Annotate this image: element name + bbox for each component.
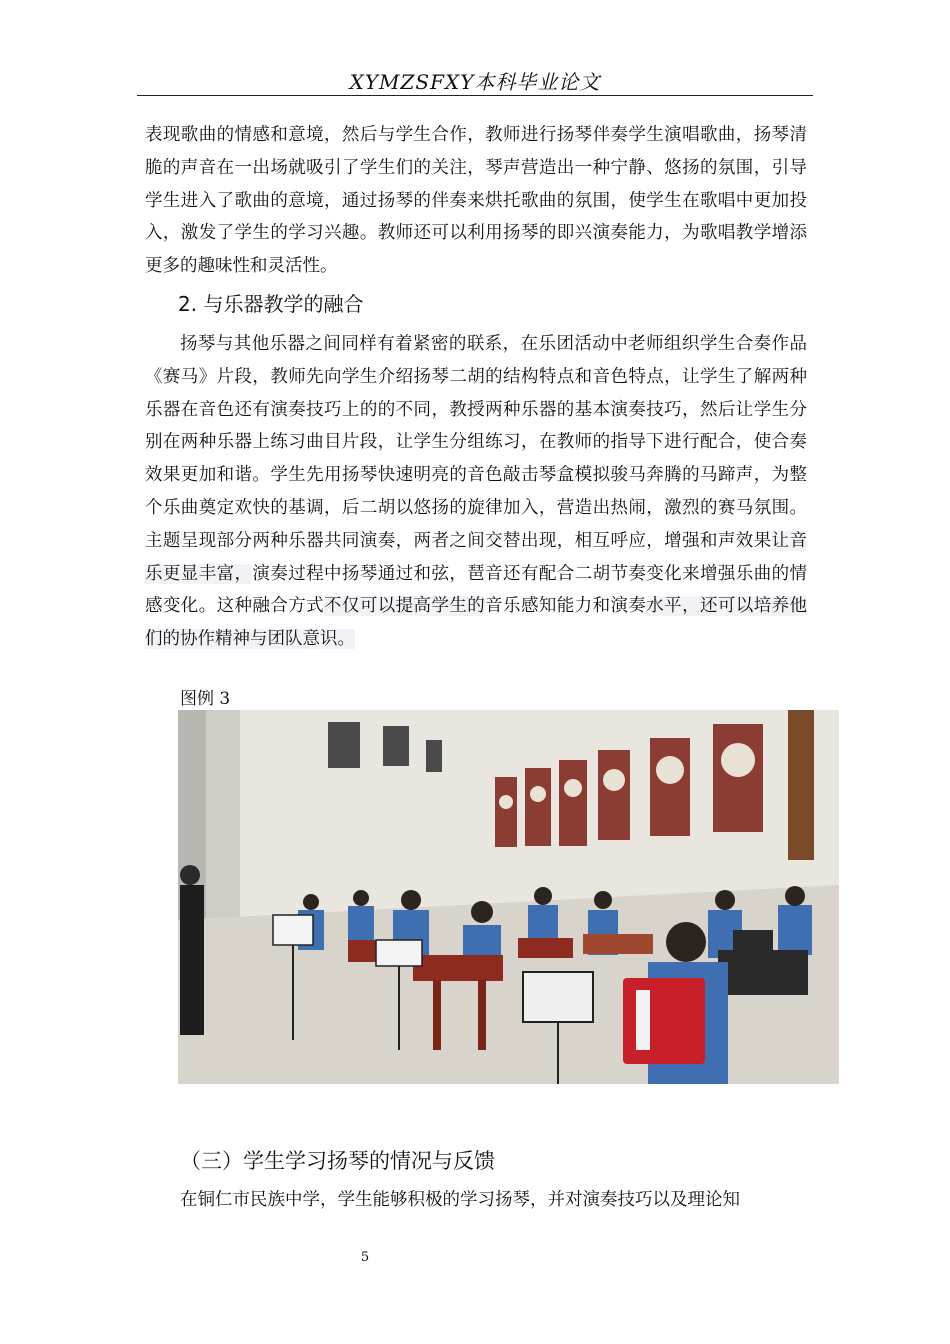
composer-portrait <box>603 769 625 791</box>
composer-banner <box>650 738 690 836</box>
dulcimer <box>583 934 653 954</box>
composer-banner <box>525 768 551 846</box>
composer-portrait <box>499 795 513 809</box>
student-head <box>594 891 612 909</box>
composer-portrait <box>530 786 546 802</box>
accordion-keys <box>636 990 650 1050</box>
composer-portrait <box>721 743 755 777</box>
photo-window <box>426 740 442 772</box>
accordion <box>623 978 705 1064</box>
figure-caption: 图例 3 <box>180 689 231 709</box>
composer-banner <box>598 750 630 840</box>
student-head <box>471 901 493 923</box>
paragraph-2 <box>145 328 807 656</box>
music-stand <box>376 940 422 966</box>
page-number: 5 <box>360 1250 370 1265</box>
dulcimer-stand <box>433 980 441 1050</box>
photo-wooden-column <box>788 710 814 860</box>
student-head <box>303 894 319 910</box>
student-head <box>534 887 552 905</box>
photo-window <box>383 726 409 766</box>
dulcimer <box>518 938 573 958</box>
student-head <box>401 890 421 910</box>
composer-portrait <box>656 756 684 784</box>
student-head <box>353 890 369 906</box>
dulcimer <box>413 955 503 981</box>
section-heading-3: （三）学生学习扬琴的情况与反馈 <box>180 1149 495 1173</box>
accordion-player-head <box>666 922 706 962</box>
paragraph-1: 表现歌曲的情感和意境，然后与学生合作，教师进行扬琴伴奏学生演唱歌曲，扬琴清脆的声音在一出场就吸引了学生们的关注，琴声营造出一种宁静、悠扬的氛围，引导学生进入了歌曲的意境，通过扬琴的伴奏来烘托歌曲的氛围，使学生在歌唱中更加投入，激发了学生的学习兴趣。教师还可以利用扬琴的即兴演奏能力，为歌唱教学增添更多的趣味性和灵活性。 <box>145 125 807 277</box>
composer-banner <box>495 777 517 847</box>
highlight-1: 让音乐更显丰富， <box>145 530 808 584</box>
student-head <box>715 890 735 910</box>
student-head <box>785 886 805 906</box>
paragraph-2-part-3: 音乐感知能力和演奏 <box>485 596 647 617</box>
composer-banner <box>713 724 763 832</box>
composer-portrait <box>564 779 582 797</box>
music-stand <box>273 915 313 945</box>
student <box>778 905 812 955</box>
paragraph-2-part-2: 演奏过程中扬琴通过和弦，琶音还有配合二胡节奏变化来增强乐曲的情感变化。这种融合方式 <box>145 563 808 617</box>
highlight-2: 不仅可以提高学生的 <box>324 596 486 617</box>
header-rule <box>137 95 813 96</box>
conductor <box>180 885 204 1035</box>
accordion <box>733 930 773 970</box>
composer-banner <box>559 760 587 846</box>
section-heading-2: 2. 与乐器教学的融合 <box>178 292 364 316</box>
music-stand <box>523 972 593 1022</box>
paragraph-2-part-1: 扬琴与其他乐器之间同样有着紧密的联系，在乐团活动中老师组织学生合奏作品《赛马》片段，教师先向学生介绍扬琴二胡的结构特点和音色特点，让学生了解两种乐器在音色还有演奏技巧上的的不同，教授两种乐器的基本演奏技巧，然后让学生分别在两种乐器上练习曲目片段，让学生分组练习，在教师的指导下进行配合，使合奏效果更加和谐。学生先用扬琴快速明亮的音色敲击琴盒模拟骏马奔腾的马蹄声，为整个乐曲奠定欢快的基调，后二胡以悠扬的旋律加入，营造出热闹，激烈的赛马氛围。主题呈现部分两种乐器共同演奏，两者之间交替出现，相互呼应，增强和声效果 <box>145 334 807 551</box>
photo-window <box>328 722 360 768</box>
conductor-head <box>180 865 200 885</box>
orchestra-photo <box>178 710 839 1084</box>
paragraph-3: 在铜仁市民族中学，学生能够积极的学习扬琴，并对演奏技巧以及理论知 <box>180 1190 740 1210</box>
highlight-3: 水平，还可以培养他们的协作精神与团队意识。 <box>145 596 808 650</box>
page-header-title: XYMZSFXY本科毕业论文 <box>349 70 601 94</box>
dulcimer-stand <box>478 980 486 1050</box>
